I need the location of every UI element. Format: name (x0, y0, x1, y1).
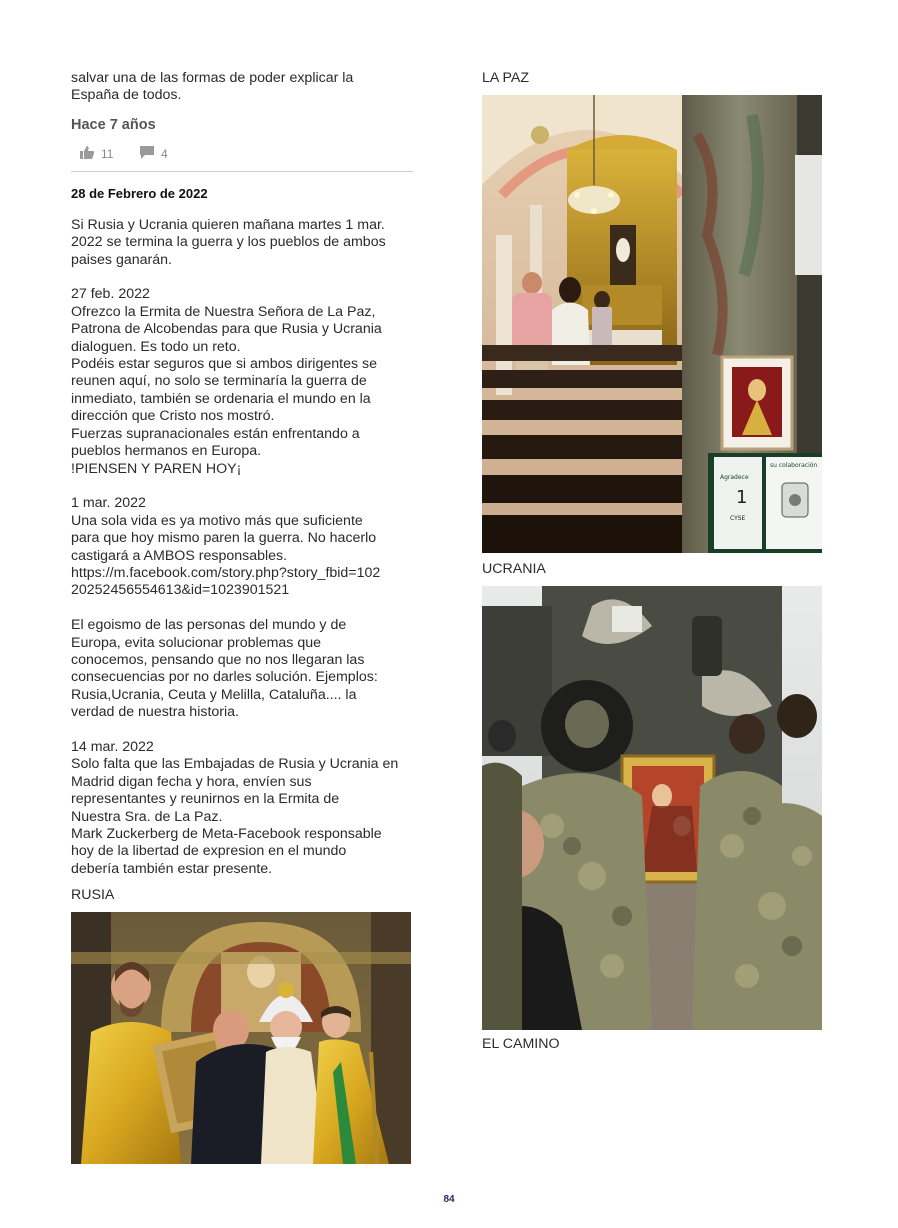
lapaz-photo (482, 95, 822, 553)
time-ago: Hace 7 años (71, 116, 156, 133)
date-heading: 28 de Febrero de 2022 (71, 185, 208, 201)
comment-count: 4 (161, 146, 168, 161)
divider (71, 171, 413, 172)
rusia-label: RUSIA (71, 887, 115, 904)
page-number: 84 (443, 1194, 455, 1205)
right-column (482, 70, 822, 1052)
lapaz-label: LA PAZ (482, 70, 530, 86)
sign-text-3: CYSE (730, 515, 746, 522)
ucrania-photo (482, 586, 822, 1030)
svg-text:1: 1 (736, 487, 748, 508)
body-text: Si Rusia y Ucrania quieren mañana martes 1 mar. 2022 se termina la guerra y los pueblos de ambos paises ganarán. 27 feb. 2022 Ofrezco la Ermita de Nuestra Señora de La Paz, Patrona de Alcobendas para que Rusia y Ucrania dialoguen. Es todo un reto. Podéis estar seguros que si ambos dirigentes se reunen aquí, no solo se terminaría la guerra de inmediato, también se ordenaria el mundo en la dirección que Cristo nos mostró. Fuerzas supranacionales están enfrentando a pueblos hermanos en Europa. !PIENSEN Y PAREN HOY¡ 1 mar. 2022 Una sola vida es ya motivo más que suficiente para que hoy mismo paren la guerra. No hacerlo castigará a AMBOS responsables. https://m.facebook.com/story.php?story_fbid=102 20252456554613&id=1023901521 El egoismo de las personas del mundo y de Europa, evita solucionar problemas que conocemos, pensando que no nos llegaran las consecuencias por no darles solución. Ejemplos: Rusia,Ucrania, Ceuta y Melilla, Cataluña.... la verdad de nuestra historia. 14 mar. 2022 Solo falta que las Embajadas de Rusia y Ucrania en Madrid digan fecha y hora, envíen sus representantes y reunirnos en la Ermita de Nuestra Sra. de La Paz. Mark Zuckerberg de Meta-Facebook responsable hoy de la libertad de expresion en el mundo debería también estar presente. (71, 216, 399, 877)
intro-text: salvar una de las formas de poder explicar la España de todos. (71, 70, 354, 104)
sign-text-1: Agradece (720, 474, 749, 481)
rusia-photo (71, 912, 411, 1164)
left-column (71, 70, 413, 1164)
like-count: 11 (101, 146, 114, 161)
like-button[interactable] (79, 145, 129, 163)
reactions-bar (71, 141, 413, 171)
ucrania-label: UCRANIA (482, 561, 546, 577)
comment-icon (139, 145, 155, 163)
thumbs-up-icon (79, 145, 95, 163)
comment-button[interactable] (139, 145, 189, 163)
sign-text-2: su colaboración (770, 462, 818, 469)
camino-label: EL CAMINO (482, 1036, 560, 1052)
